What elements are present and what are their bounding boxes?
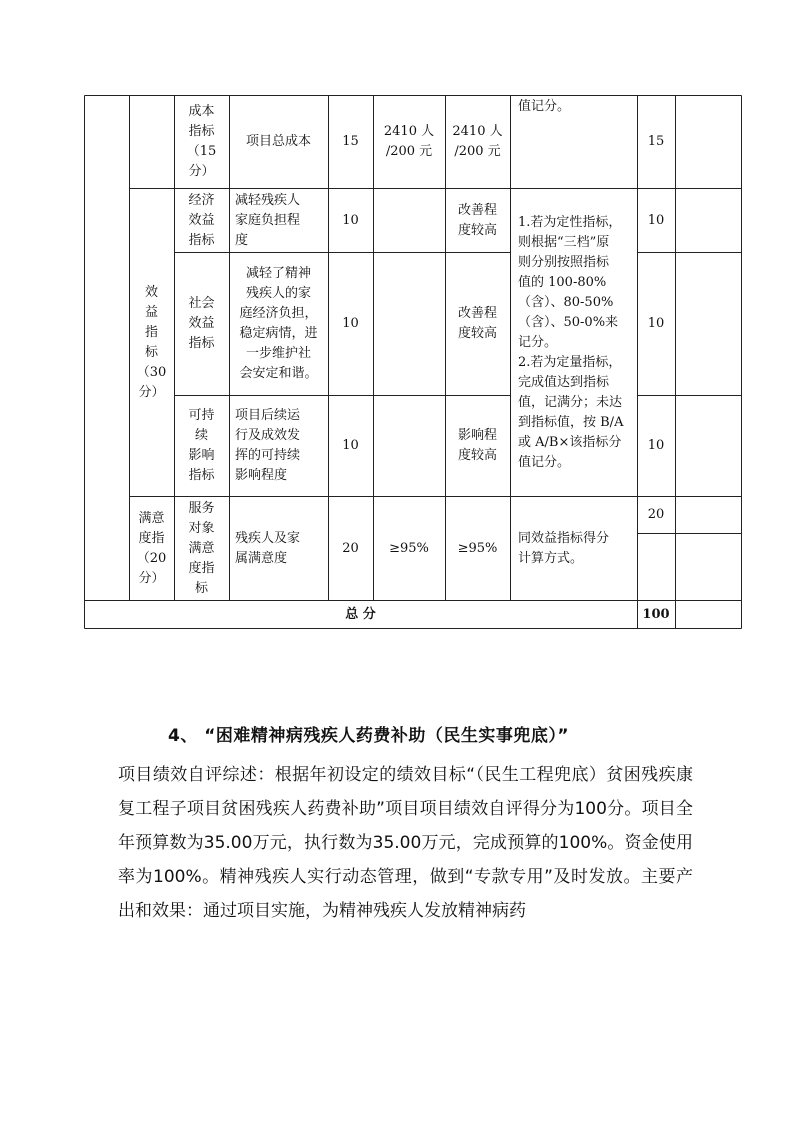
- satisfaction-score: 20: [647, 507, 665, 522]
- satisfaction-category: 服务 对象 满意 度指 标: [188, 500, 215, 596]
- economic-indicator: 减轻残疾人 家庭负担程 度: [235, 192, 301, 248]
- satisfaction-method: 同效益指标得分 计算方式。: [518, 530, 610, 566]
- cost-annual-target: 2410 人 /200 元: [383, 124, 435, 159]
- economic-actual: 改善程 度较高: [457, 202, 497, 238]
- satisfaction-annual-target: ≥95%: [389, 540, 429, 556]
- sustainable-weight: 10: [342, 438, 359, 453]
- economic-weight: 10: [342, 212, 359, 228]
- benefit-scoring-method: 1.若为定性指标， 则根据“三档”原 则分别按照指标 值的 100-80% （含）、80-50% （含）、50-0%来 记分。 2.若为定量指标， 完成值达到指标 值，记满分；未达 到指标值，按 B/A 或 A/B×该指标分 值记分。: [518, 214, 624, 470]
- satisfaction-group-label: 满意 度指 （20 分）: [136, 510, 167, 586]
- social-weight: 10: [342, 316, 359, 331]
- social-actual: 改善程 度较高: [457, 306, 497, 341]
- cost-score: 15: [647, 134, 665, 149]
- sustainable-actual: 影响程 度较高: [457, 428, 497, 463]
- economic-score: 10: [647, 212, 665, 228]
- cost-method: 值记分。: [518, 99, 571, 114]
- economic-category: 经济 效益 指标: [188, 192, 215, 248]
- section-body: [118, 758, 693, 928]
- satisfaction-weight: 20: [342, 540, 359, 556]
- social-indicator: 减轻了精神 残疾人的家 庭经济负担， 稳定病情，进 一步维护社 会安定和谐。: [239, 266, 318, 381]
- benefit-group-label: 效 益 指 标 （30 分）: [136, 284, 167, 400]
- cost-actual: 2410 人 /200 元: [452, 124, 503, 159]
- social-score: 10: [647, 316, 665, 331]
- section-heading: 4、 “困难精神病残疾人药费补助（民生实事兜底）”: [168, 726, 570, 746]
- social-category: 社会 效益 指标: [188, 296, 215, 351]
- satisfaction-actual: ≥95%: [457, 540, 498, 556]
- cost-category: 成本 指标 （15 分）: [186, 104, 217, 179]
- total-score: 100: [642, 606, 670, 622]
- cost-indicator: 项目总成本: [245, 134, 311, 149]
- section-paragraph: 项目绩效自评综述：根据年初设定的绩效目标“（民生工程兜底）贫困残疾康复工程子项目贫困残疾人药费补助”项目项目绩效自评得分为100分。项目全年预算数为35.00万元，执行数为35.00万元，完成预算的100%。资金使用率为100%。精神残疾人实行动态管理，做到“专款专用”及时发放。主要产出和效果：通过项目实施，为精神残疾人发放精神病药: [118, 765, 693, 921]
- satisfaction-indicator: 残疾人及家 属满意度: [235, 530, 301, 566]
- cost-weight: 15: [342, 134, 359, 149]
- total-label: 总 分: [345, 606, 376, 622]
- sustainable-category: 可持 续 影响 指标: [188, 408, 215, 483]
- sustainable-score: 10: [647, 438, 665, 453]
- sustainable-indicator: 项目后续运 行及成效发 挥的可持续 影响程度: [235, 408, 301, 483]
